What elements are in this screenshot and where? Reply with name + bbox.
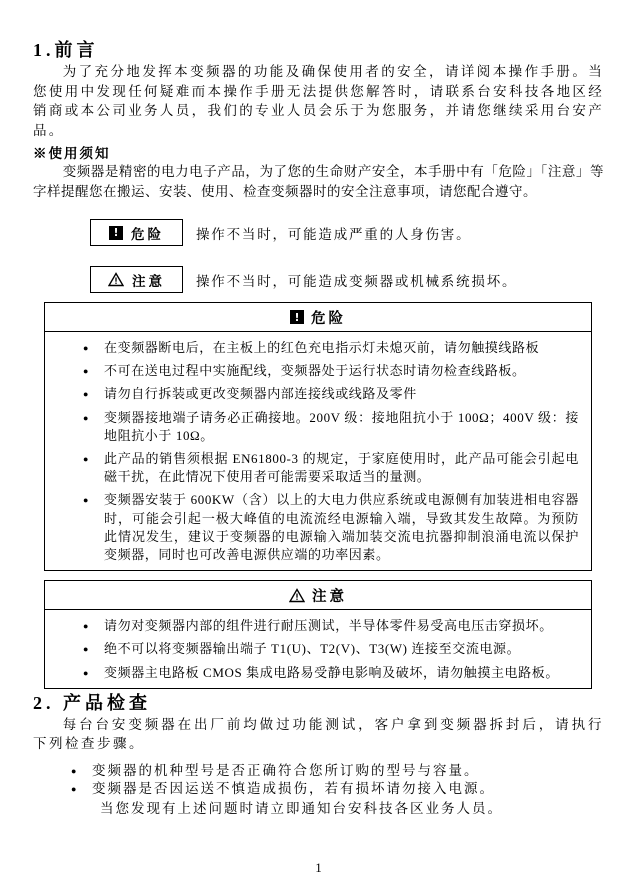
danger-item: [83, 491, 579, 564]
page-number: 1: [315, 860, 322, 875]
caution-item-text: 变频器主电路板 CMOS 集成电路易受静电影响及破坏，请勿触摸主电路板。: [104, 664, 559, 680]
usage-notice-label: ※使用须知: [33, 146, 111, 161]
usage-notice-paragraph: 变频器是精密的电力电子产品，为了您的生命财产安全，本手册中有「危险」「注意」等字样提醒您在搬运、安装、使用、检查变频器时的安全注意事项，请您配合遵守。: [33, 164, 604, 199]
section-2-intro-paragraph: 每台台安变频器在出厂前均做过功能测试，客户拿到变频器拆封后，请执行下列检查步骤。: [33, 716, 604, 752]
danger-item: [83, 450, 579, 486]
check-step-item: [71, 762, 604, 781]
danger-item-text: 在变频器断电后，在主板上的红色充电指示灯未熄灭前，请勿触摸线路板: [104, 340, 540, 355]
exclamation-square-icon: !: [109, 226, 123, 240]
caution-box-header: [45, 581, 591, 610]
caution-item-text: 绝不可以将变频器输出端子 T1(U)、T2(V)、T3(W) 连接至交流电源。: [104, 641, 521, 657]
bullet-icon: ●: [71, 765, 77, 776]
caution-item-text: 请勿对变频器内部的组件进行耐压测试，半导体零件易受高电压击穿损坏。: [104, 618, 553, 634]
bullet-icon: ●: [83, 495, 89, 506]
danger-item-text: 不可在送电过程中实施配线，变频器处于运行状态时请勿检查线路板。: [104, 363, 526, 379]
section-1-intro-paragraph: 为了充分地发挥本变频器的功能及确保使用者的安全，请详阅本操作手册。当您使用中发现任何疑难而本操作手册无法提供您解答时，请联系台安科技各地区经销商或本公司业务人员，我们的专业人员会乐于为您服务，并请您继续采用台安产品。: [33, 64, 604, 138]
bullet-icon: ●: [83, 343, 89, 353]
danger-tag-label: 危险: [131, 226, 164, 242]
bullet-icon: ●: [83, 389, 89, 400]
caution-tag-label: 注意: [132, 273, 165, 289]
caution-item: [83, 640, 579, 658]
danger-box: [44, 302, 592, 571]
danger-box-title: 危险: [311, 310, 346, 327]
danger-item-text: 变频器安装于 600KW（含）以上的大电力供应系统或电源侧有加装进相电容器时，可能会引起一极大峰值的电流流经电源输入端，导致其发生故障。为预防此情况发生，建议于变频器的电源输入端加装交流电抗器抑制浪涌电流以保护变频器，同时也可改善电源供应端的功率因素。: [104, 492, 579, 563]
bullet-icon: ●: [71, 784, 77, 795]
danger-tag-box: [90, 219, 183, 246]
check-step-item: [71, 780, 604, 799]
danger-tag-description: 操作不当时，可能造成严重的人身伤害。: [196, 226, 472, 242]
caution-box-title: 注意: [312, 588, 347, 605]
section-1-heading: 1.前言: [33, 40, 99, 60]
danger-item: [83, 339, 579, 357]
bullet-icon: ●: [83, 644, 89, 655]
danger-item-text: 此产品的销售须根据 EN61800-3 的规定，于家庭使用时，此产品可能会引起电磁干扰，在此情况下使用者可能需要采取适当的量测。: [104, 451, 579, 485]
caution-tag-box: [90, 266, 183, 293]
bullet-icon: ●: [83, 412, 89, 423]
exclamation-square-icon: !: [290, 310, 304, 324]
danger-item: [83, 385, 579, 403]
bullet-icon: ●: [83, 454, 89, 465]
danger-item-text: 变频器接地端子请务必正确接地。200V 级：接地阻抗小于 100Ω；400V 级：接地阻抗小于 10Ω。: [104, 409, 579, 443]
section-2-heading: 2. 产品检查: [33, 692, 151, 713]
danger-legend-row: [90, 219, 604, 246]
bullet-icon: ●: [83, 667, 89, 678]
danger-box-header: [45, 303, 591, 332]
caution-tag-description: 操作不当时，可能造成变频器或机械系统损坏。: [196, 273, 518, 289]
danger-item: [83, 362, 579, 380]
check-step-text: 变频器是否因运送不慎造成损伤，若有损坏请勿接入电源。: [92, 781, 495, 797]
bullet-icon: ●: [83, 621, 89, 632]
check-step-list: [33, 762, 604, 799]
warning-triangle-icon: [289, 588, 305, 603]
check-note: 当您发现有上述问题时请立即通知台安科技各区业务人员。: [100, 800, 503, 816]
caution-item: [83, 664, 579, 682]
caution-legend-row: [90, 266, 604, 293]
check-step-text: 变频器的机种型号是否正确符合您所订购的型号与容量。: [92, 762, 480, 778]
caution-item: [83, 617, 579, 635]
caution-box: [44, 580, 592, 689]
danger-item: [83, 409, 579, 445]
danger-item-text: 请勿自行拆装或更改变频器内部连接线或线路及零件: [104, 386, 417, 402]
bullet-icon: ●: [83, 366, 89, 377]
warning-triangle-icon: [108, 272, 124, 287]
danger-item-list: [45, 332, 591, 570]
caution-item-list: [45, 610, 591, 688]
